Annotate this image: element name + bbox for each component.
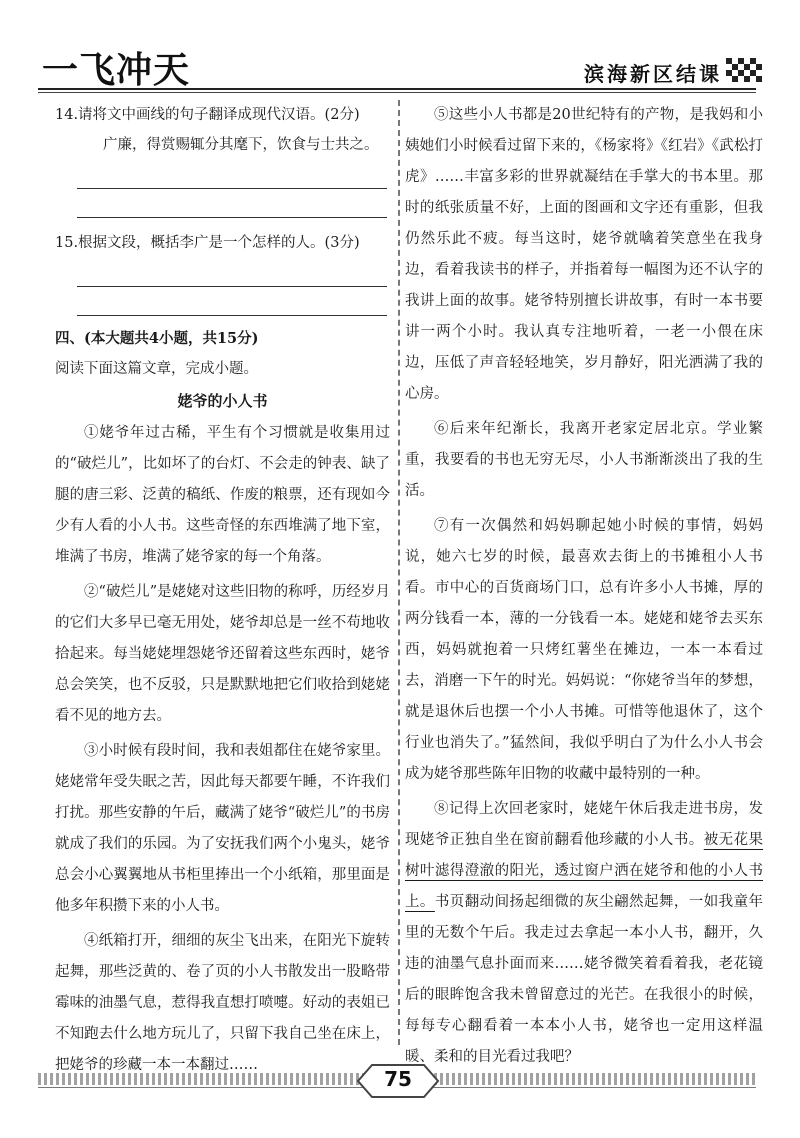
paragraph-8-start: ⑧记得上次回老家时，姥姥午休后我走进书房，发现姥爷正独自坐在窗前翻看他珍藏的小人书。	[405, 801, 763, 848]
paragraph-5: ⑤这些小人书都是20世纪特有的产物，是我妈和小姨她们小时候看过留下来的，《杨家将》《红岩》《武松打虎》……丰富多彩的世界就凝结在手掌大的书本里。那时的纸张质量不好，上面的图画和文字还有重影，但我仍然乐此不疲。每当这时，姥爷就噙着笑意坐在我身边，看着我读书的样子，并指着每一幅图为还不认字的我讲上面的故事。姥爷特别擅长讲故事，有时一本书要讲一两个小时。我认真专注地听着，一老一小偎在床边，压低了声音轻轻地笑，岁月静好，阳光洒满了我的心房。	[405, 107, 763, 402]
header-rule	[38, 88, 756, 90]
section-heading: 四、(本大题共4小题，共15分)	[55, 330, 259, 347]
paragraph-4: ④纸箱打开，细细的灰尘飞出来，在阳光下旋转起舞，那些泛黄的、卷了页的小人书散发出一股略带霉味的油墨气息，惹得我直想打喷嚏。好动的表姐已不知跑去什么地方玩儿了，只留下我自己坐在床上，把姥爷的珍藏一本一本翻过……	[55, 933, 390, 1073]
paragraph-6: ⑥后来年纪渐长，我离开老家定居北京。学业繁重，我要看的书也无穷无尽，小人书渐渐淡出了我的生活。	[405, 421, 763, 499]
answer-line	[77, 258, 387, 287]
page-header	[0, 0, 800, 100]
brand-logo-text: 一飞冲天	[42, 50, 191, 91]
underlined-sentence: 被无花果树叶滤得澄澈的阳光，透过窗户洒在姥爷和他的小人书上。	[405, 832, 764, 910]
page-footer	[0, 1055, 800, 1115]
answer-line	[77, 160, 387, 189]
column-divider	[398, 100, 400, 1045]
question-14: 14.请将文中画线的句子翻译成现代汉语。(2分)	[55, 107, 360, 123]
series-title: 滨海新区结课	[584, 62, 722, 86]
page-number: 75	[384, 1067, 412, 1091]
left-column	[55, 100, 390, 1085]
question-14-sentence: 广廉，得赏赐辄分其麾下，饮食与士共之。	[103, 137, 379, 153]
paragraph-7: ⑦有一次偶然和妈妈聊起她小时候的事情，妈妈说，她六七岁的时候，最喜欢去街上的书摊租小人书看。市中心的百货商场门口，总有许多小人书摊，厚的两分钱看一本，薄的一分钱看一本。姥姥和姥爷去买东西，妈妈就抱着一只烤红薯坐在摊边，一本一本看过去，消磨一下午的时光。妈妈说：“你姥爷当年的梦想，就是退休后也摆一个小人书摊。可惜等他退休了，这个行业也消失了。”猛然间，我似乎明白了为什么小人书会成为姥爷那些陈年旧物的收藏中最特别的一种。	[405, 518, 763, 782]
paragraph-3: ③小时候有段时间，我和表姐都住在姥爷家里。姥姥常年受失眠之苦，因此每天都要午睡，不许我们打扰。那些安静的午后，藏满了姥爷“破烂儿”的书房就成了我们的乐园。为了安抚我们两个小鬼头，姥爷总会小心翼翼地从书柜里捧出一个小纸箱，那里面是他多年积攒下来的小人书。	[55, 743, 390, 914]
paragraph-8-end: 书页翻动间扬起细微的灰尘翩然起舞，一如我童年里的无数个午后。我走过去拿起一本小人书，翻开，久违的油墨气息扑面而来……姥爷微笑着看着我，老花镜后的眼眸饱含我未曾留意过的光芒。在我很小的时候，每每专心翻看着一本本小人书，姥爷也一定用这样温暖、柔和的目光看过我吧？	[405, 894, 764, 1065]
answer-line	[77, 287, 387, 316]
paragraph-2: ②“破烂儿”是姥姥对这些旧物的称呼，历经岁月的它们大多早已毫无用处，姥爷却总是一丝不苟地收拾起来。每当姥姥埋怨姥爷还留着这些东西时，姥爷总会笑笑，也不反驳，只是默默地把它们收拾到姥姥看不见的地方去。	[55, 584, 390, 724]
paragraph-8	[405, 794, 763, 1073]
right-column	[405, 100, 763, 1077]
article-title: 姥爷的小人书	[177, 392, 268, 410]
checker-pattern-icon	[726, 58, 762, 86]
paragraph-1: ①姥爷年过古稀，平生有个习惯就是收集用过的“破烂儿”，比如坏了的台灯、不会走的钟表、缺了腿的唐三彩、泛黄的稿纸、作废的粮票，还有现如今少有人看的小人书。这些奇怪的东西堆满了地下室，堆满了书房，堆满了姥爷家的每一个角落。	[55, 425, 390, 565]
reading-instruction: 阅读下面这篇文章，完成小题。	[55, 361, 258, 377]
page-number-badge	[350, 1059, 446, 1103]
answer-line	[77, 189, 387, 218]
question-15: 15.根据文段，概括李广是一个怎样的人。(3分)	[55, 235, 360, 251]
header-rule-thin	[38, 92, 756, 93]
